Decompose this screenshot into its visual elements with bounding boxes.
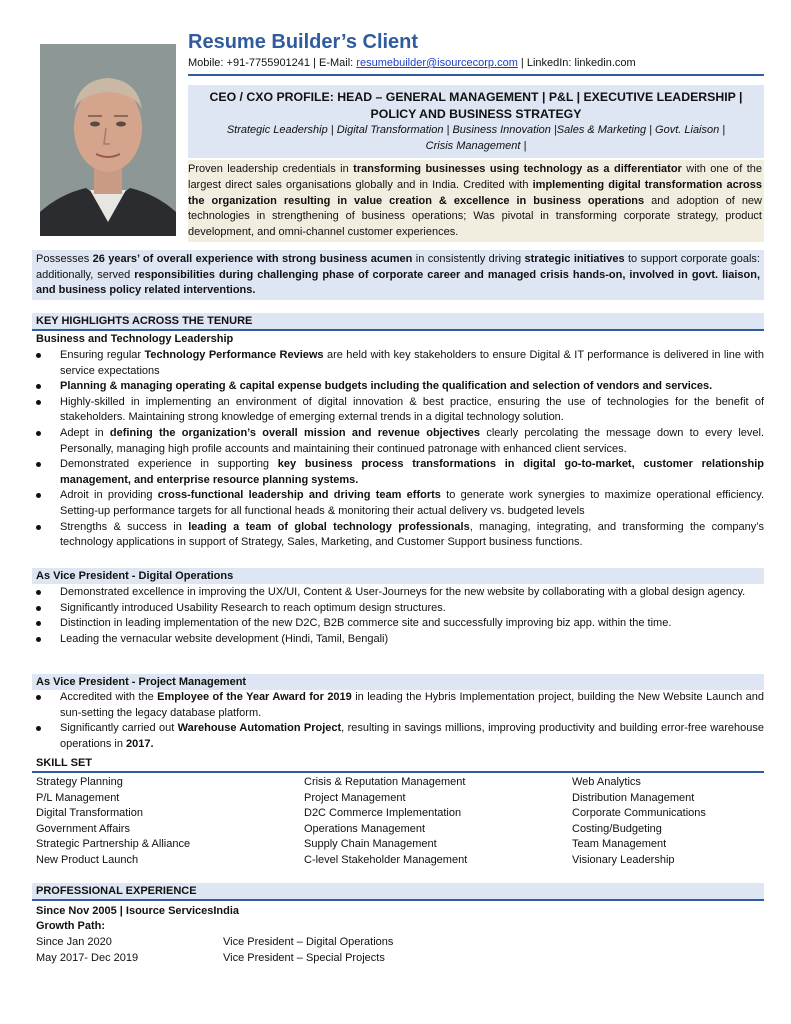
bold-text: transforming businesses using technology as a differentiator — [353, 163, 682, 175]
bullet-item — [36, 632, 764, 648]
mobile-label: Mobile: — [188, 57, 227, 69]
bullet-item — [36, 721, 764, 752]
section-heading-experience — [32, 883, 764, 899]
text-run: , resulting in savings millions, improving productivity and building error-free warehouse operations in — [60, 722, 765, 750]
bullet-icon — [36, 590, 41, 595]
bullet-icon — [36, 493, 41, 498]
text-run: to generate work synergies to maximize operational efficiency. Setting-up performance targets for all functional heads & monitoring their actual delivery vs. budgeted levels — [60, 489, 764, 517]
contact-line — [188, 56, 636, 70]
section-divider — [32, 771, 764, 773]
skill-item: Distribution Management — [572, 791, 695, 804]
skills-column-2 — [304, 775, 467, 869]
bullet-item — [36, 379, 764, 395]
growth-path-label: Growth Path: — [36, 920, 106, 932]
email-link[interactable]: resumebuilder@isourcecorp.com — [356, 57, 518, 69]
skill-item: Operations Management — [304, 822, 426, 835]
bullet-icon — [36, 462, 41, 467]
bullet-icon — [36, 431, 41, 436]
bold-text: implementing digital transformation across the organization resulting in value creation & excellence in business operations — [188, 178, 762, 207]
highlights-list — [36, 348, 764, 551]
bullet-item — [36, 690, 764, 721]
bullet-item — [36, 520, 764, 551]
profile-title-line-1: CEO / CXO PROFILE: HEAD – GENERAL MANAGEMENT | P&L | EXECUTIVE LEADERSHIP | — [209, 90, 743, 104]
growth-role: Vice President – Special Projects — [223, 952, 385, 964]
skills-column-3 — [572, 775, 706, 869]
growth-row — [36, 935, 394, 951]
text-run: Significantly introduced Usability Research to reach optimum design structures. — [60, 601, 446, 614]
subheading-vp-project: As Vice President - Project Management — [32, 674, 764, 690]
text-run: Significantly carried out — [60, 722, 178, 735]
skill-item: Corporate Communications — [572, 807, 706, 820]
section-divider — [32, 329, 764, 331]
subheading-vp-digital: As Vice President - Digital Operations — [32, 568, 764, 584]
text-run: Demonstrated excellence in improving the UX/UI, Content & User-Journeys for the new website by collaborating with a global design agency. — [60, 586, 746, 598]
text-run: and adoption of new technologies in strengthening of business operations; Was pivotal in transforming corporate strategy, product development, and omni-channel customer experiences. — [188, 194, 762, 239]
bullet-icon — [36, 353, 41, 358]
linkedin-text: | LinkedIn: linkedin.com — [517, 57, 636, 69]
bullet-icon — [36, 695, 41, 700]
skill-item: Crisis & Reputation Management — [304, 776, 466, 788]
vp-project-list — [36, 690, 764, 752]
email-label: | E-Mail: — [310, 57, 357, 69]
skill-item: D2C Commerce Implementation — [304, 807, 462, 820]
skill-item: Strategy Planning — [36, 776, 123, 788]
vp-digital-list — [36, 585, 764, 647]
section-heading-text: PROFESSIONAL EXPERIENCE — [36, 885, 197, 897]
summary-paragraph-2 — [32, 250, 764, 300]
text-run: with one of the largest direct sales organisations globally and in India. Credited with — [188, 163, 763, 191]
mobile-number: +91-7755901241 — [226, 57, 311, 69]
profile-photo — [40, 44, 176, 236]
text-run: Adroit in providing — [60, 489, 158, 502]
bold-text: strategic initiatives — [524, 253, 625, 265]
bullet-item — [36, 616, 764, 632]
header-divider — [188, 74, 764, 76]
section-heading-skills — [32, 755, 764, 771]
skill-item: Digital Transformation — [36, 807, 143, 820]
text-run: clearly percolating the message down to every level. Personally, managing high profile accounts and maintaining their continued patronage with enhanced client services. — [60, 426, 765, 455]
text-run: Highly-skilled in implementing an environment of digital innovation & best practice, ensuring the use of technologies for the benefit of stakeholders. Maintaining strong knowledge of emerging external trends in a digital technology solution. — [60, 395, 764, 424]
section-heading-text: SKILL SET — [36, 757, 93, 769]
bullet-icon — [36, 606, 41, 611]
skill-item: C-level Stakeholder Management — [304, 853, 468, 866]
bullet-item — [36, 457, 764, 488]
bullet-item — [36, 395, 764, 426]
text-run: Distinction in leading implementation of the new D2C, B2B commerce site and successfully improving biz app. within the time. — [60, 617, 672, 630]
bullet-item — [36, 601, 764, 617]
bullet-item — [36, 348, 764, 379]
skills-column-1 — [36, 775, 190, 869]
section-divider — [32, 899, 764, 901]
text-run: in leading the Hybris Implementation project, building the New Website Launch and sun-setting the legacy database platform. — [60, 691, 764, 719]
skill-item: Supply Chain Management — [304, 838, 437, 851]
skill-item: Web Analytics — [572, 776, 641, 788]
text-run: Ensuring regular — [60, 349, 145, 361]
profile-subtitle-line-2: Crisis Management | — [425, 139, 527, 152]
growth-role: Vice President – Digital Operations — [223, 936, 394, 948]
bold-text: key business process transformations in digital go-to-market, customer relationship management, and enterprise resource planning systems. — [60, 458, 764, 486]
text-run: Adept in — [60, 426, 110, 439]
bullet-icon — [36, 525, 41, 530]
skill-item: P/L Management — [36, 791, 120, 804]
text-run: , managing, integrating, and transforming the company’s technology applications in support of Strategy, Sales, Marketing, and Customer Support business functions. — [60, 520, 764, 549]
bullet-item — [36, 488, 764, 519]
bold-text: leading a team of global technology professionals — [188, 520, 470, 533]
text-run: Demonstrated experience in supporting — [60, 458, 278, 471]
company-line: Since Nov 2005 | Isource ServicesIndia — [36, 905, 240, 917]
bullet-icon — [36, 400, 41, 405]
profile-subtitle-line-1: Strategic Leadership | Digital Transformation | Business Innovation |Sales & Marketing | Govt. Liaison | — [226, 124, 726, 136]
skill-item: Visionary Leadership — [572, 853, 675, 866]
bold-text: responsibilities during challenging phase of corporate career and managed crisis hands-on, involved in govt. liaison, and business policy related interventions. — [36, 268, 760, 297]
bold-text: defining the organization’s overall mission and revenue objectives — [109, 426, 481, 439]
bold-text: cross-functional leadership and driving team efforts — [157, 489, 441, 502]
bullet-icon — [36, 637, 41, 642]
section-heading-text: KEY HIGHLIGHTS ACROSS THE TENURE — [36, 315, 253, 327]
bullet-item — [36, 426, 764, 457]
bold-text: Warehouse Automation Project — [177, 722, 342, 735]
section-heading-highlights — [32, 313, 764, 329]
bullet-icon — [36, 621, 41, 626]
bold-text: 2017. — [126, 737, 154, 750]
text-run: in consistently driving — [412, 253, 525, 265]
bold-text: Technology Performance Reviews — [144, 349, 324, 361]
subheading-business-tech: Business and Technology Leadership — [36, 333, 234, 345]
skill-item: New Product Launch — [36, 853, 139, 866]
text-run: Strengths & success in — [60, 520, 189, 533]
skill-item: Government Affairs — [36, 822, 130, 835]
profile-box — [188, 85, 764, 158]
bold-text: Planning & managing operating & capital expense budgets including the qualification and selection of vendors and services. — [60, 380, 713, 393]
text-run: are held with key stakeholders to ensure Digital & IT performance is delivered in line with service expectations — [60, 349, 764, 377]
growth-date: May 2017- Dec 2019 — [36, 952, 139, 964]
skill-item: Project Management — [304, 791, 406, 804]
profile-title-line-2: POLICY AND BUSINESS STRATEGY — [370, 107, 582, 121]
skill-item: Costing/Budgeting — [572, 822, 662, 835]
summary-paragraph-1 — [188, 160, 764, 242]
bold-text: Employee of the Year Award for 2019 — [157, 691, 352, 703]
text-run: Leading the vernacular website development (Hindi, Tamil, Bengali) — [60, 632, 389, 645]
bullet-item — [36, 585, 764, 601]
candidate-name: Resume Builder’s Client — [188, 31, 419, 53]
skill-item: Strategic Partnership & Alliance — [36, 838, 191, 851]
skill-item: Team Management — [572, 838, 667, 851]
growth-row — [36, 951, 385, 967]
text-run: Accredited with the — [60, 691, 158, 703]
text-run: Proven leadership credentials in — [188, 163, 354, 175]
bullet-icon — [36, 384, 41, 389]
bullet-icon — [36, 726, 41, 731]
growth-date: Since Jan 2020 — [36, 936, 112, 948]
text-run: to support corporate goals: additionally, served — [36, 253, 760, 281]
bold-text: 26 years’ of overall experience with strong business acumen — [92, 253, 413, 265]
text-run: Possesses — [36, 253, 93, 265]
